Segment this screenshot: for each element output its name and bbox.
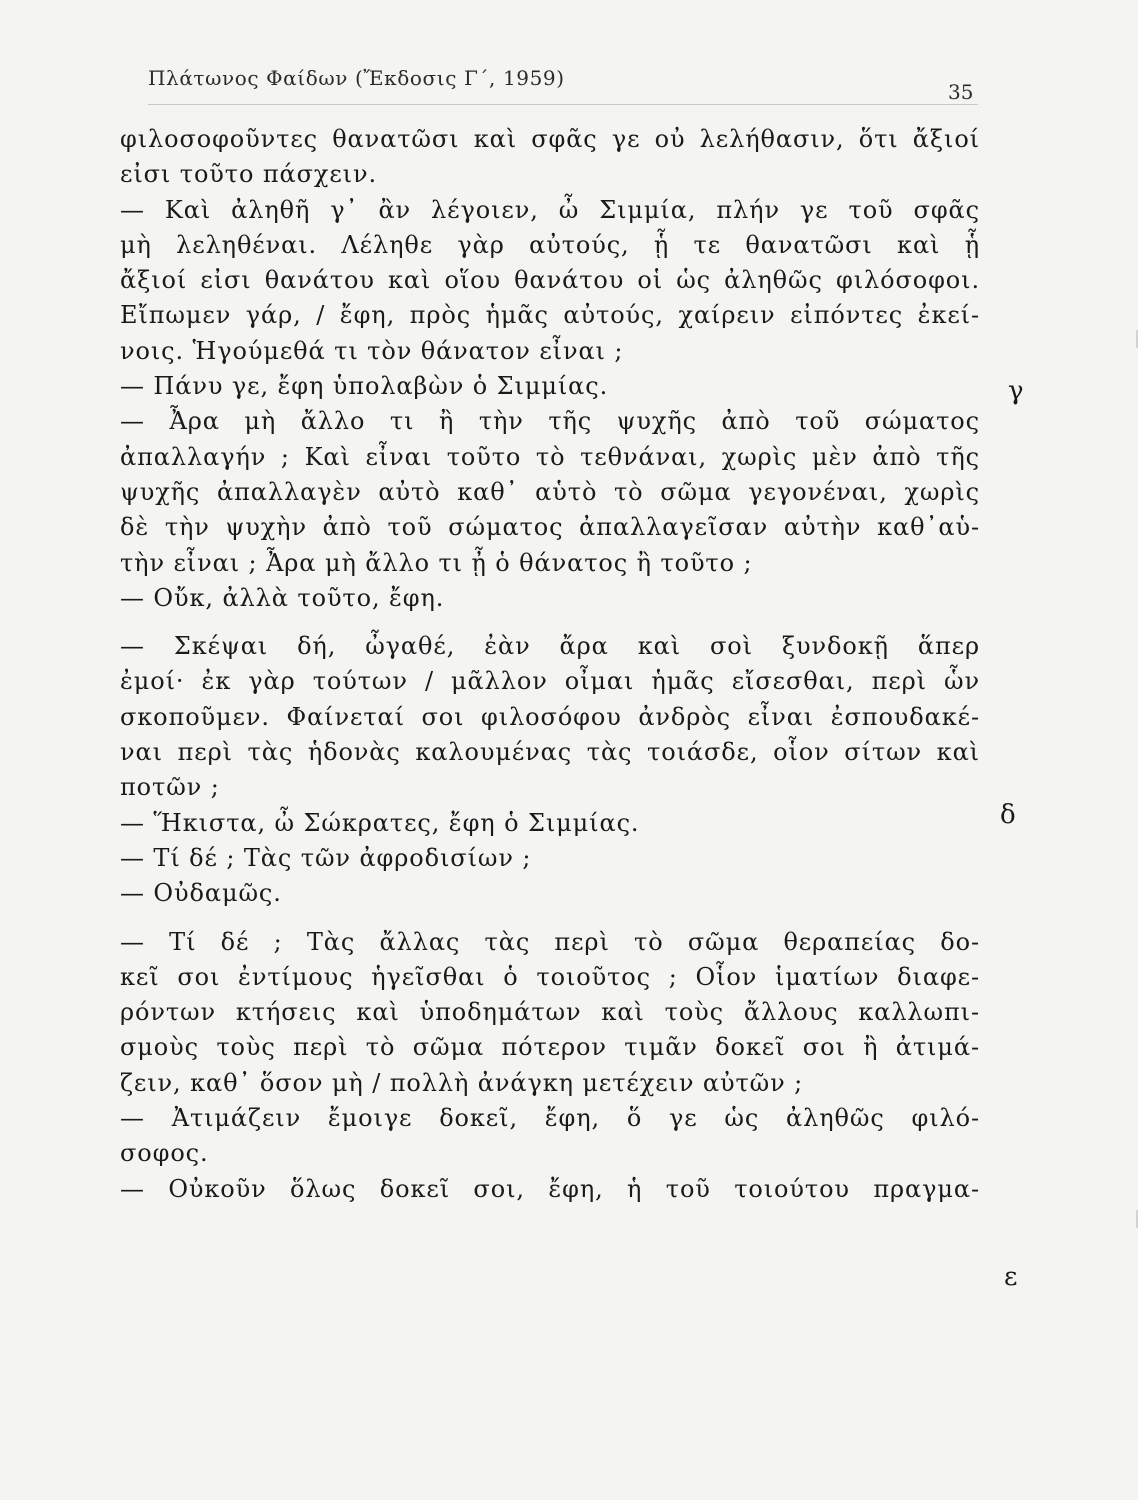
margin-section-epsilon: ε <box>1004 1262 1018 1292</box>
text-line: — Σκέψαι δή, ὦγαθέ, ἐὰν ἄρα καὶ σοὶ ξυνδοκῇ ἅπερ <box>120 632 980 661</box>
text-line: τὴν εἶναι ; Ἆρα μὴ ἄλλο τι ᾖ ὁ θάνατος ἢ τοῦτο ; <box>120 548 753 577</box>
text-line: — Οὐκοῦν ὅλως δοκεῖ σοι, ἔφη, ἡ τοῦ τοιούτου πραγμα- <box>120 1174 980 1203</box>
text-line: ναι περὶ τὰς ἡδονὰς καλουμένας τὰς τοιάσδε, οἷον σίτων καὶ <box>120 738 980 767</box>
text-line: εἰσι τοῦτο πάσχειν. <box>120 160 378 189</box>
text-line: δὲ τὴν ψυχὴν ἀπὸ τοῦ σώματος ἀπαλλαγεῖσαν αὐτὴν καθ᾽αὑ- <box>120 513 980 542</box>
text-line: ρόντων κτήσεις καὶ ὑποδημάτων καὶ τοὺς ἄλλους καλλωπι- <box>120 998 980 1027</box>
text-line: σοφος. <box>120 1139 209 1168</box>
text-line: κεῖ σοι ἐντίμους ἡγεῖσθαι ὁ τοιοῦτος ; Οἷον ἱματίων διαφε- <box>120 962 980 991</box>
text-line: — Τί δέ ; Τὰς τῶν ἀφροδισίων ; <box>120 843 532 872</box>
bleed-through-mark <box>1126 330 1138 348</box>
text-line: ἄξιοί εἰσι θανάτου καὶ οἵου θανάτου οἱ ὡς ἀληθῶς φιλόσοφοι. <box>120 266 980 295</box>
text-line: σμοὺς τοὺς περὶ τὸ σῶμα πότερον τιμᾶν δοκεῖ σοι ἢ ἀτιμά- <box>120 1033 980 1062</box>
page-number: 35 <box>948 80 974 104</box>
text-line: μὴ λεληθέναι. Λέληθε γὰρ αὐτούς, ᾗ τε θανατῶσι καὶ ᾗ <box>120 230 980 259</box>
text-line: Εἴπωμεν γάρ, / ἔφη, πρὸς ἡμᾶς αὐτούς, χαίρειν εἰπόντες ἐκεί- <box>120 301 980 330</box>
text-line: — Καὶ ἀληθῆ γ᾽ ἂν λέγοιεν, ὦ Σιμμία, πλήν γε τοῦ σφᾶς <box>120 195 980 224</box>
margin-section-gamma: γ <box>1008 376 1024 406</box>
text-line: φιλοσοφοῦντες θανατῶσι καὶ σφᾶς γε οὐ λελήθασιν, ὅτι ἄξιοί <box>120 125 980 153</box>
margin-section-delta: δ <box>1000 800 1016 830</box>
text-line: — Οὐδαμῶς. <box>120 879 282 908</box>
text-line: ἀπαλλαγήν ; Καὶ εἶναι τοῦτο τὸ τεθνάναι, χωρὶς μὲν ἀπὸ τῆς <box>120 442 980 471</box>
body-text <box>120 122 980 1207</box>
text-line: νοις. Ἡγούμεθά τι τὸν θάνατον εἶναι ; <box>120 336 624 365</box>
text-line: ψυχῆς ἀπαλλαγὲν αὐτὸ καθ᾽ αὑτὸ τὸ σῶμα γεγονέναι, χωρὶς <box>120 477 980 506</box>
text-line: — Ἀτιμάζειν ἔμοιγε δοκεῖ, ἔφη, ὅ γε ὡς ἀληθῶς φιλό- <box>120 1104 980 1133</box>
text-line: — Ἥκιστα, ὦ Σώκρατες, ἔφη ὁ Σιμμίας. <box>120 808 640 837</box>
text-line: ποτῶν ; <box>120 773 220 802</box>
running-head: Πλάτωνος Φαίδων (Ἔκδοσις Γ΄, 1959) <box>148 66 565 90</box>
text-line: ζειν, καθ᾽ ὅσον μὴ / πολλὴ ἀνάγκη μετέχειν αὐτῶν ; <box>120 1068 804 1097</box>
bleed-through-mark <box>1126 1210 1138 1228</box>
text-line: — Τί δέ ; Τὰς ἄλλας τὰς περὶ τὸ σῶμα θεραπείας δο- <box>120 927 980 956</box>
text-line: — Οὔκ, ἀλλὰ τοῦτο, ἔφη. <box>120 583 445 612</box>
text-line: ἐμοί· ἐκ γὰρ τούτων / μᾶλλον οἶμαι ἡμᾶς εἴσεσθαι, περὶ ὧν <box>120 667 980 696</box>
header-rule <box>148 104 978 105</box>
text-line: — Ἆρα μὴ ἄλλο τι ἢ τὴν τῆς ψυχῆς ἀπὸ τοῦ σώματος <box>120 407 980 436</box>
text-line: — Πάνυ γε, ἔφη ὑπολαβὼν ὁ Σιμμίας. <box>120 372 609 401</box>
text-line: σκοποῦμεν. Φαίνεταί σοι φιλοσόφου ἀνδρὸς εἶναι ἐσπουδακέ- <box>120 702 980 731</box>
